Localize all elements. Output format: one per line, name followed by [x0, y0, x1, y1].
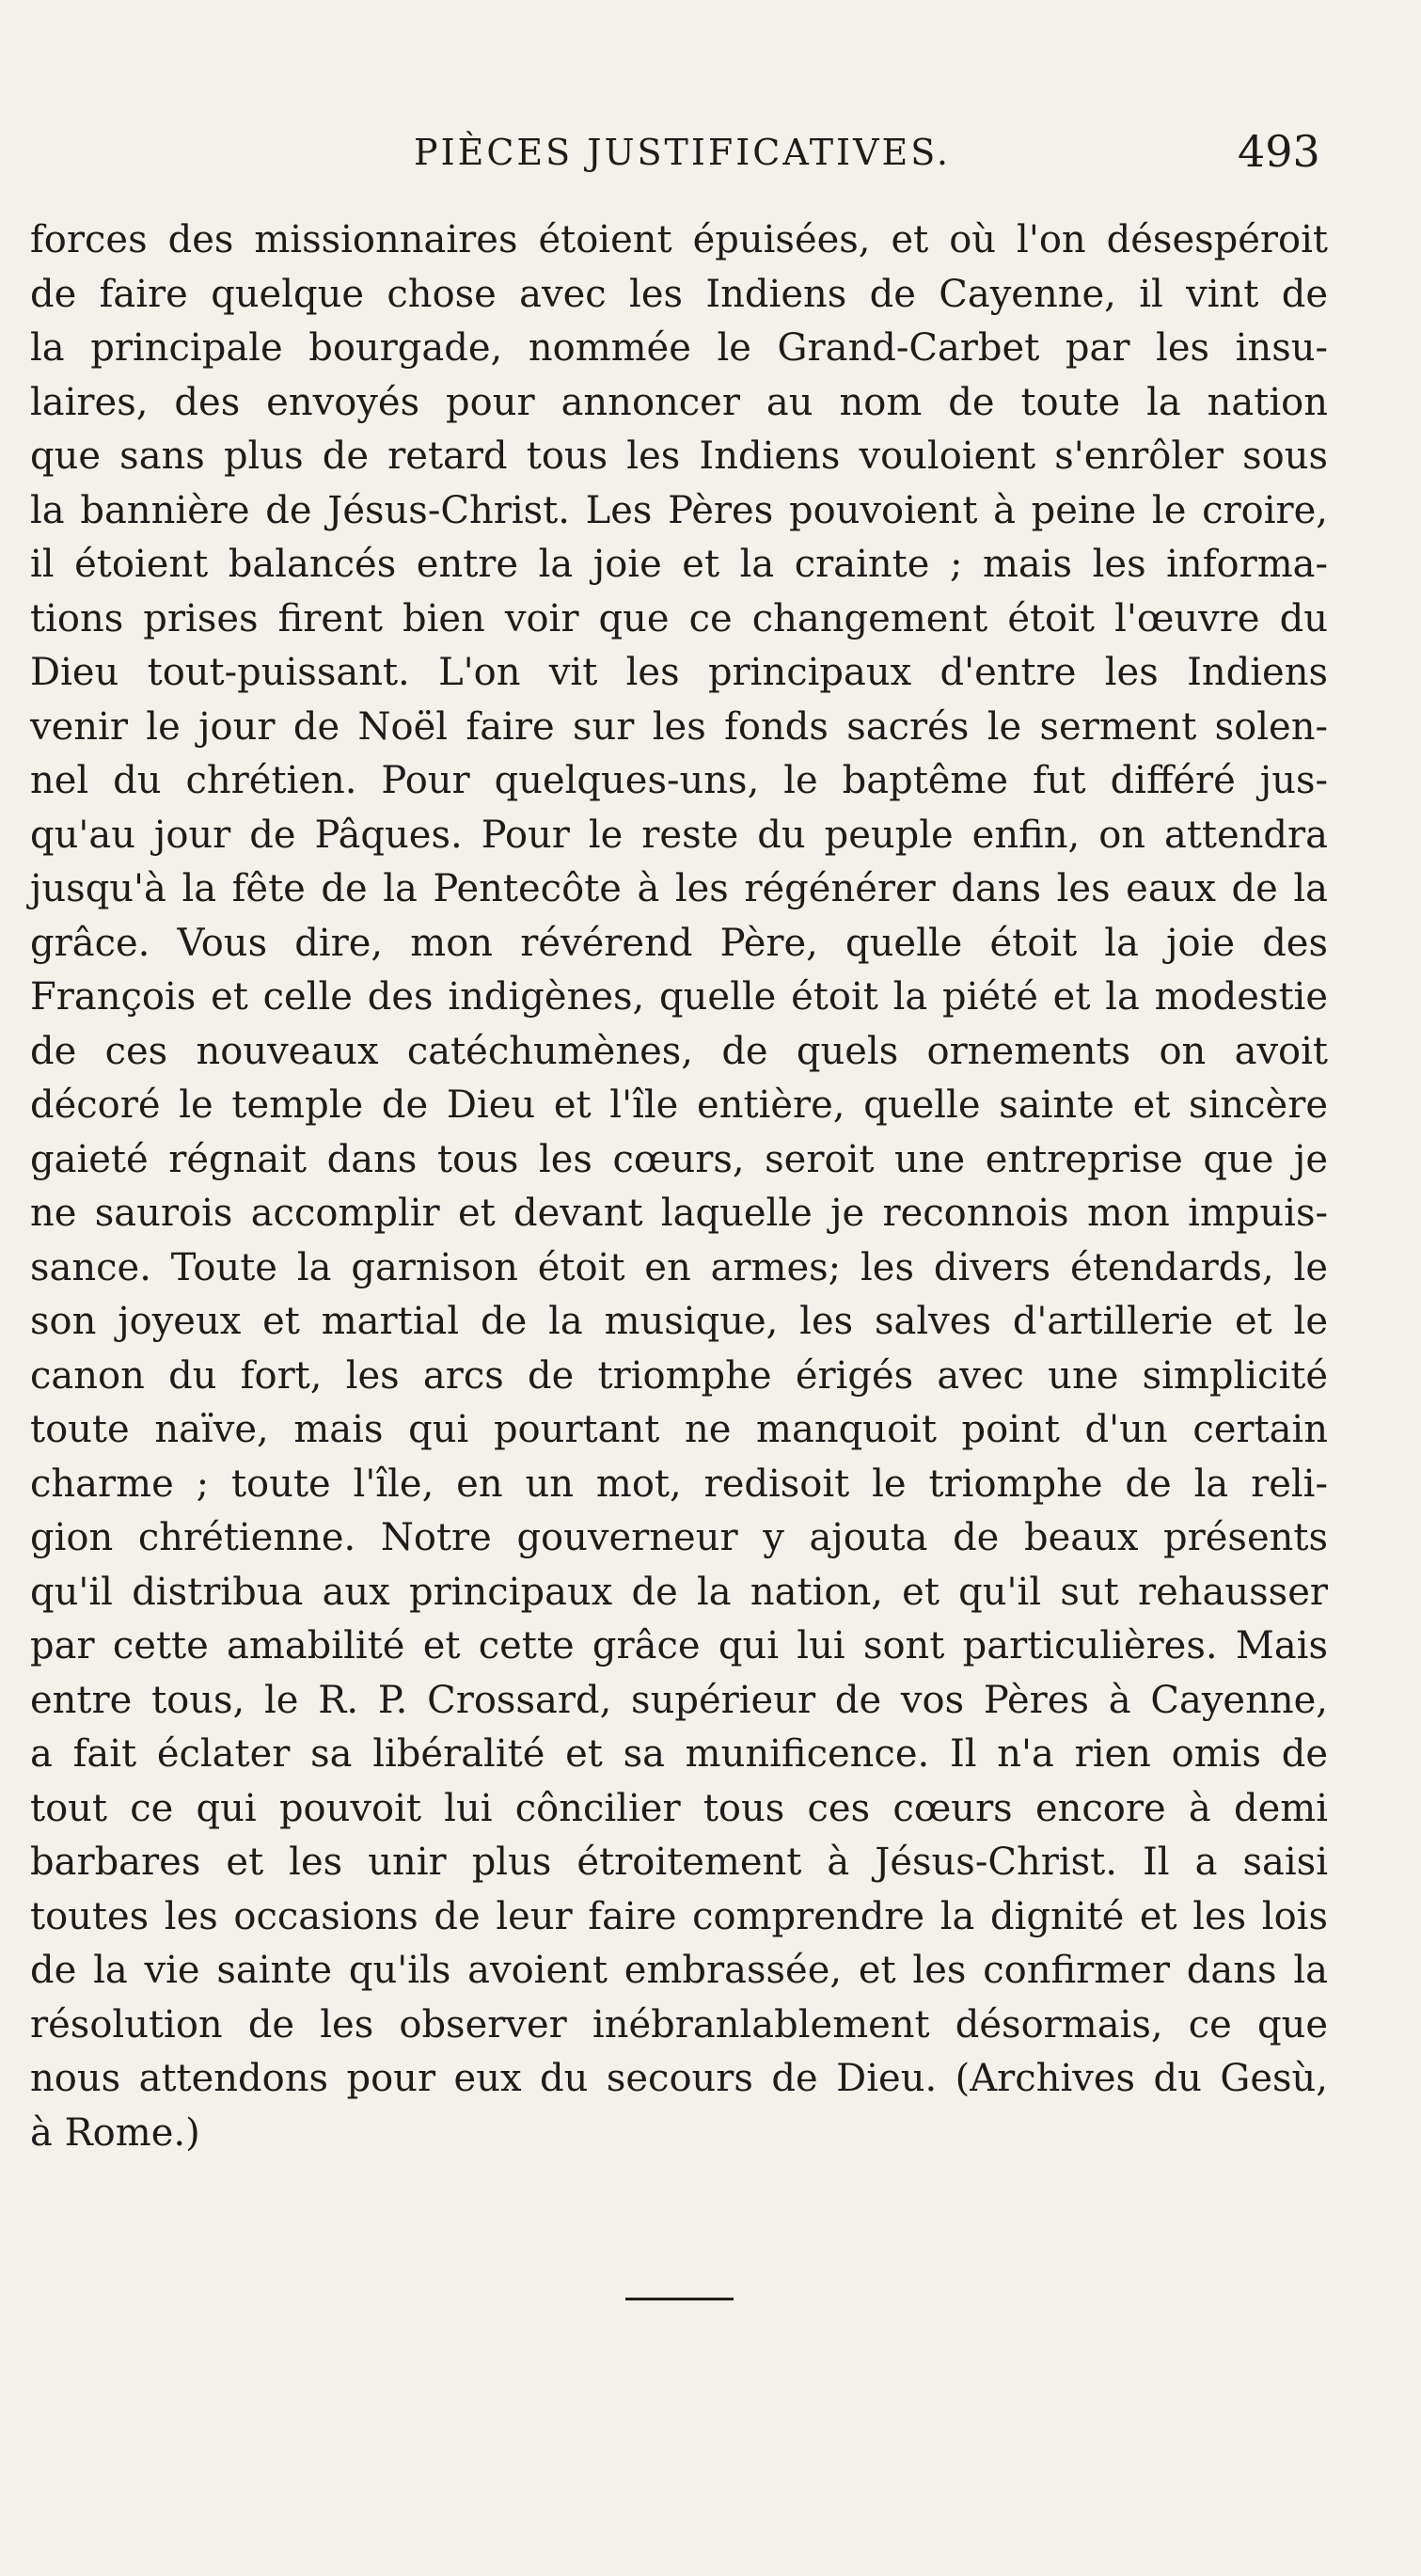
text-line: charme ; toute l'île, en un mot, redisoit le triomphe de la reli- — [30, 1462, 1328, 1506]
text-line: gaieté régnait dans tous les cœurs, seroit une entreprise que je — [30, 1137, 1328, 1181]
text-line: qu'au jour de Pâques. Pour le reste du peuple enfin, on attendra — [30, 813, 1328, 857]
text-line: que sans plus de retard tous les Indiens vouloient s'enrôler sous — [30, 435, 1328, 478]
text-line: de ces nouveaux catéchumènes, de quels ornements on avoit — [30, 1029, 1328, 1073]
text-line: de faire quelque chose avec les Indiens de Cayenne, il vint de — [30, 272, 1328, 316]
text-line: jusqu'à la fête de la Pentecôte à les régénérer dans les eaux de la — [30, 867, 1328, 910]
text-line: nel du chrétien. Pour quelques-uns, le baptême fut différé jus- — [30, 759, 1328, 802]
text-line: de la vie sainte qu'ils avoient embrassée, et les confirmer dans la — [30, 1949, 1328, 1992]
closing-rule — [625, 2298, 734, 2300]
text-line: barbares et les unir plus étroitement à Jésus-Christ. Il a saisi — [30, 1841, 1328, 1884]
text-line: venir le jour de Noël faire sur les fonds sacrés le serment solen- — [30, 704, 1328, 749]
text-line: toute naïve, mais qui pourtant ne manquoit point d'un certain — [30, 1408, 1328, 1451]
body-text — [30, 213, 1328, 2160]
text-line: qu'il distribua aux principaux de la nation, et qu'il sut rehausser — [30, 1570, 1328, 1614]
text-line: à Rome.) — [30, 2110, 200, 2155]
text-line: François et celle des indigènes, quelle étoit la piété et la modestie — [30, 975, 1328, 1019]
text-line: ne saurois accomplir et devant laquelle je reconnois mon impuis- — [30, 1192, 1328, 1235]
text-line: entre tous, le R. P. Crossard, supérieur de vos Pères à Cayenne, — [30, 1678, 1328, 1722]
text-line: laires, des envoyés pour annoncer au nom de toute la nation — [30, 380, 1328, 424]
text-line: la bannière de Jésus-Christ. Les Pères pouvoient à peine le croire, — [30, 488, 1328, 532]
text-line: forces des missionnaires étoient épuisées, et où l'on désespéroit — [30, 218, 1328, 261]
text-line: sance. Toute la garnison étoit en armes; les divers étendards, le — [30, 1245, 1328, 1289]
text-line: gion chrétienne. Notre gouverneur y ajouta de beaux présents — [30, 1516, 1328, 1559]
text-line: il étoient balancés entre la joie et la crainte ; mais les informa- — [30, 543, 1328, 586]
text-line: la principale bourgade, nommée le Grand-Carbet par les insu- — [30, 326, 1328, 370]
text-line: tout ce qui pouvoit lui côncilier tous ces cœurs encore à demi — [30, 1786, 1328, 1830]
text-line: résolution de les observer inébranlablement désormais, ce que — [30, 2002, 1328, 2047]
text-line: son joyeux et martial de la musique, les salves d'artillerie et le — [30, 1300, 1328, 1343]
text-line: nous attendons pour eux du secours de Dieu. (Archives du Gesù, — [30, 2057, 1328, 2100]
text-line: par cette amabilité et cette grâce qui lui sont particulières. Mais — [30, 1624, 1328, 1667]
text-line: toutes les occasions de leur faire comprendre la dignité et les lois — [30, 1894, 1328, 1938]
text-line: tions prises firent bien voir que ce changement étoit l'œuvre du — [30, 596, 1328, 640]
text-line: canon du fort, les arcs de triomphe érigés avec une simplicité — [30, 1353, 1328, 1398]
text-line: a fait éclater sa libéralité et sa munificence. Il n'a rien omis de — [30, 1732, 1328, 1776]
text-line: décoré le temple de Dieu et l'île entière, quelle sainte et sincère — [30, 1083, 1328, 1127]
page-number: 493 — [1238, 126, 1320, 177]
running-head: PIÈCES JUSTIFICATIVES. — [414, 132, 952, 173]
text-line: Dieu tout-puissant. L'on vit les principaux d'entre les Indiens — [30, 651, 1328, 694]
text-line: grâce. Vous dire, mon révérend Père, quelle étoit la joie des — [30, 921, 1328, 965]
